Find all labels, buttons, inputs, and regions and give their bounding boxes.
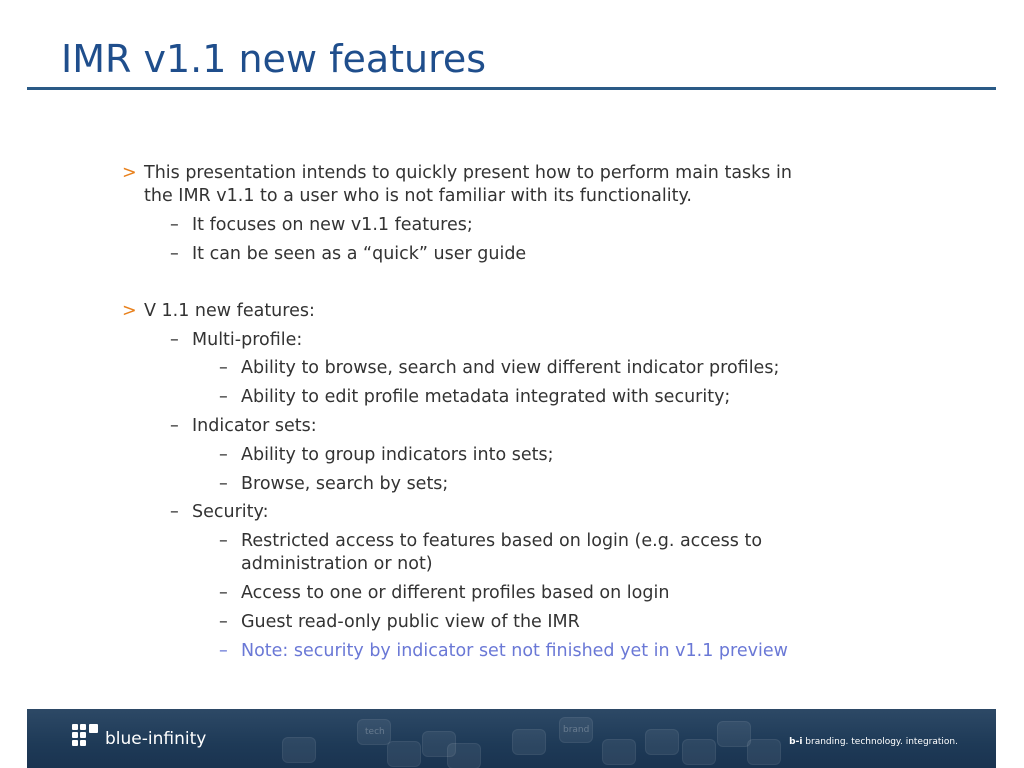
sub-sub-bullet-dash: – — [219, 531, 228, 551]
sub-sub-bullet-text: administration or not) — [241, 554, 433, 574]
note-dash: – — [219, 641, 228, 661]
bullet-arrow: > — [122, 301, 137, 321]
sub-bullet-dash: – — [170, 215, 179, 235]
sub-sub-bullet-dash: – — [219, 387, 228, 407]
sub-bullet-dash: – — [170, 416, 179, 436]
footer-decoration — [512, 729, 546, 755]
sub-bullet-text: Multi-profile: — [192, 330, 303, 350]
blue-infinity-logo-icon — [72, 724, 102, 748]
footer-decoration — [645, 729, 679, 755]
footer-decoration — [747, 739, 781, 765]
sub-sub-bullet-dash: – — [219, 358, 228, 378]
footer-bar — [27, 709, 996, 768]
sub-bullet-dash: – — [170, 244, 179, 264]
footer-decoration — [282, 737, 316, 763]
sub-sub-bullet-text: Ability to edit profile metadata integrated with security; — [241, 387, 731, 407]
note-text: Note: security by indicator set not finished yet in v1.1 preview — [241, 641, 788, 661]
sub-bullet-text: Indicator sets: — [192, 416, 317, 436]
footer-decoration — [602, 739, 636, 765]
footer-decoration — [387, 741, 421, 767]
sub-sub-bullet-dash: – — [219, 445, 228, 465]
footer-tagline — [789, 737, 958, 747]
sub-sub-bullet-text: Restricted access to features based on login (e.g. access to — [241, 531, 763, 551]
bullet-text: V 1.1 new features: — [144, 301, 315, 321]
sub-sub-bullet-dash: – — [219, 612, 228, 632]
footer-decoration-word: tech — [365, 727, 385, 737]
sub-sub-bullet-text: Ability to browse, search and view different indicator profiles; — [241, 358, 780, 378]
footer-decoration — [717, 721, 751, 747]
sub-sub-bullet-text: Ability to group indicators into sets; — [241, 445, 554, 465]
sub-sub-bullet-dash: – — [219, 583, 228, 603]
slide-title: IMR v1.1 new features — [61, 37, 487, 81]
sub-bullet-dash: – — [170, 502, 179, 522]
sub-sub-bullet-dash: – — [219, 474, 228, 494]
sub-bullet-text: It can be seen as a “quick” user guide — [192, 244, 527, 264]
bullet-text: the IMR v1.1 to a user who is not familiar with its functionality. — [144, 186, 692, 206]
sub-sub-bullet-text: Browse, search by sets; — [241, 474, 449, 494]
sub-bullet-dash: – — [170, 330, 179, 350]
bullet-text: This presentation intends to quickly present how to perform main tasks in — [144, 163, 792, 183]
sub-bullet-text: It focuses on new v1.1 features; — [192, 215, 473, 235]
tagline-text: branding. technology. integration. — [802, 737, 958, 747]
sub-sub-bullet-text: Access to one or different profiles based on login — [241, 583, 670, 603]
footer-decoration — [447, 743, 481, 768]
sub-bullet-text: Security: — [192, 502, 269, 522]
tagline-brand: b-i — [789, 737, 803, 747]
sub-sub-bullet-text: Guest read-only public view of the IMR — [241, 612, 580, 632]
title-divider — [27, 87, 996, 90]
logo-text: blue-infinity — [105, 729, 207, 749]
bullet-arrow: > — [122, 163, 137, 183]
footer-decoration-word: brand — [563, 725, 590, 735]
footer-decoration — [682, 739, 716, 765]
